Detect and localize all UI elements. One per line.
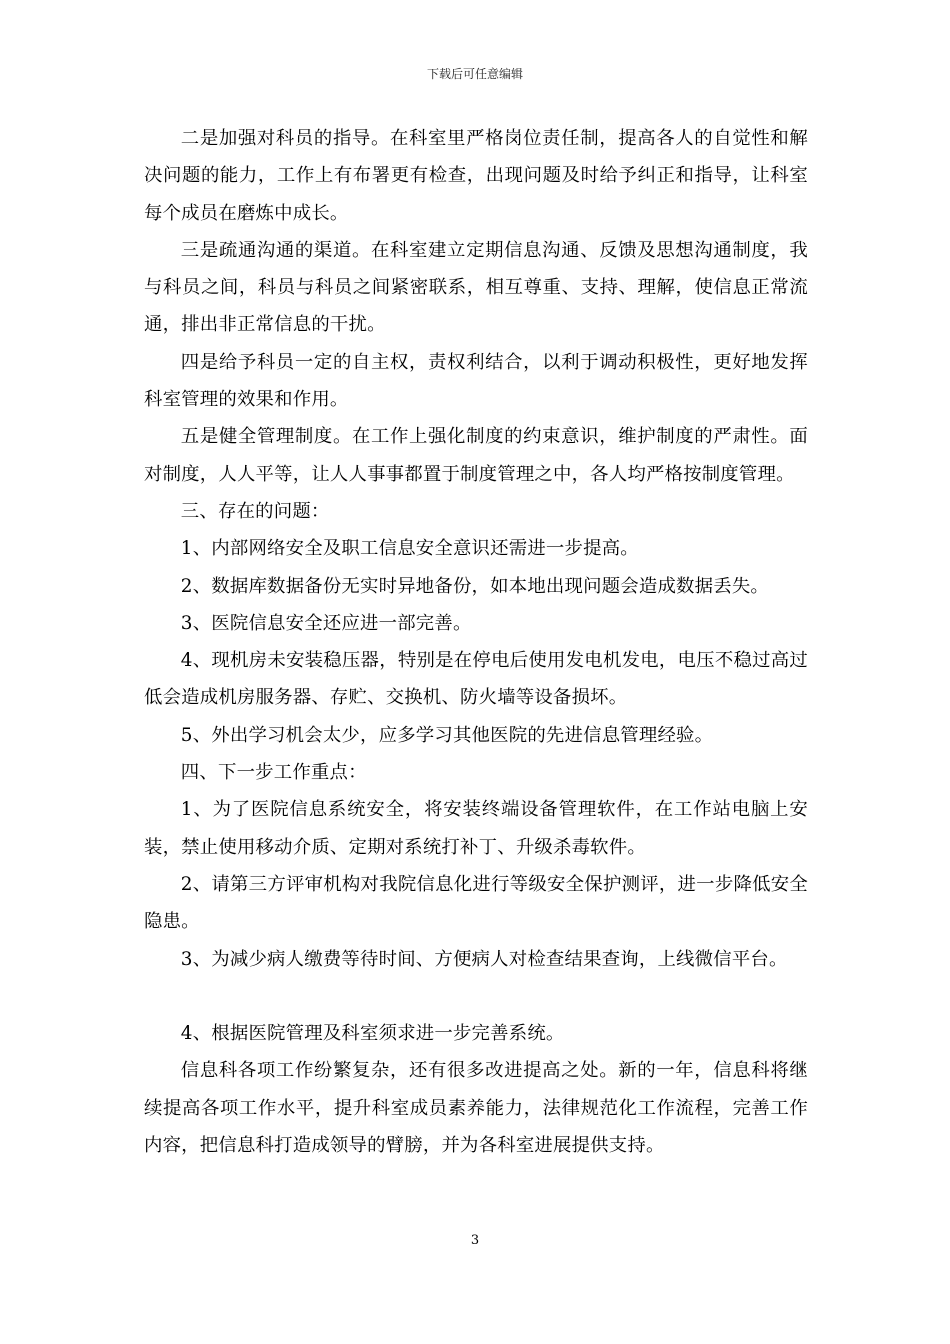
section-heading-next-steps: 四、下一步工作重点：	[180, 762, 367, 784]
list-item-next-4: 4、根据医院管理及科室须求进一步完善系统。	[180, 1023, 565, 1045]
section-heading-problems: 三、存在的问题：	[180, 500, 330, 522]
list-item-next-3: 3、为减少病人缴费等待时间、方便病人对检查结果查询，上线微信平台。	[180, 948, 788, 970]
list-item-problem-4: 4、现机房未安装稳压器，特别是在停电后使用发电机发电，电压不稳过高过低会造成机房服务器、存贮、交换机、防火墙等设备损坏。	[144, 650, 808, 709]
paragraph-guidance: 二是加强对科员的指导。在科室里严格岗位责任制，提高各人的自觉性和解决问题的能力，工作上有布署更有检查，出现问题及时给予纠正和指导，让科室每个成员在磨炼中成长。	[144, 128, 808, 224]
paragraph-communication: 三是疏通沟通的渠道。在科室建立定期信息沟通、反馈及思想沟通制度，我与科员之间，科员与科员之间紧密联系，相互尊重、支持、理解，使信息正常流通，排出非正常信息的干扰。	[144, 239, 808, 336]
list-item-next-2: 2、请第三方评审机构对我院信息化进行等级安全保护测评，进一步降低安全隐患。	[144, 873, 808, 933]
paragraph-autonomy: 四是给予科员一定的自主权，责权利结合，以利于调动积极性，更好地发挥科室管理的效果和作用。	[144, 351, 808, 411]
document-body	[144, 120, 808, 1164]
blank-line	[144, 978, 808, 1015]
paragraph-management-system: 五是健全管理制度。在工作上强化制度的约束意识，维护制度的严肃性。面对制度，人人平等，让人人事事都置于制度管理之中，各人均严格按制度管理。	[144, 426, 808, 485]
page-number: 3	[470, 1233, 480, 1248]
list-item-problem-2: 2、数据库数据备份无实时异地备份，如本地出现问题会造成数据丢失。	[180, 575, 770, 597]
paragraph-conclusion: 信息科各项工作纷繁复杂，还有很多改进提高之处。新的一年，信息科将继续提高各项工作水平，提升科室成员素养能力，法律规范化工作流程，完善工作内容，把信息科打造成领导的臂膀，并为各科室进展提供支持。	[144, 1060, 808, 1157]
list-item-next-1: 1、为了医院信息系统安全，将安装终端设备管理软件，在工作站电脑上安装，禁止使用移动介质、定期对系统打补丁、升级杀毒软件。	[144, 799, 808, 858]
page-header: 下载后可任意编辑	[426, 67, 523, 81]
list-item-problem-1: 1、内部网络安全及职工信息安全意识还需进一步提高。	[180, 538, 639, 560]
list-item-problem-3: 3、医院信息安全还应进一部完善。	[180, 612, 472, 634]
list-item-problem-5: 5、外出学习机会太少，应多学习其他医院的先进信息管理经验。	[180, 724, 714, 746]
